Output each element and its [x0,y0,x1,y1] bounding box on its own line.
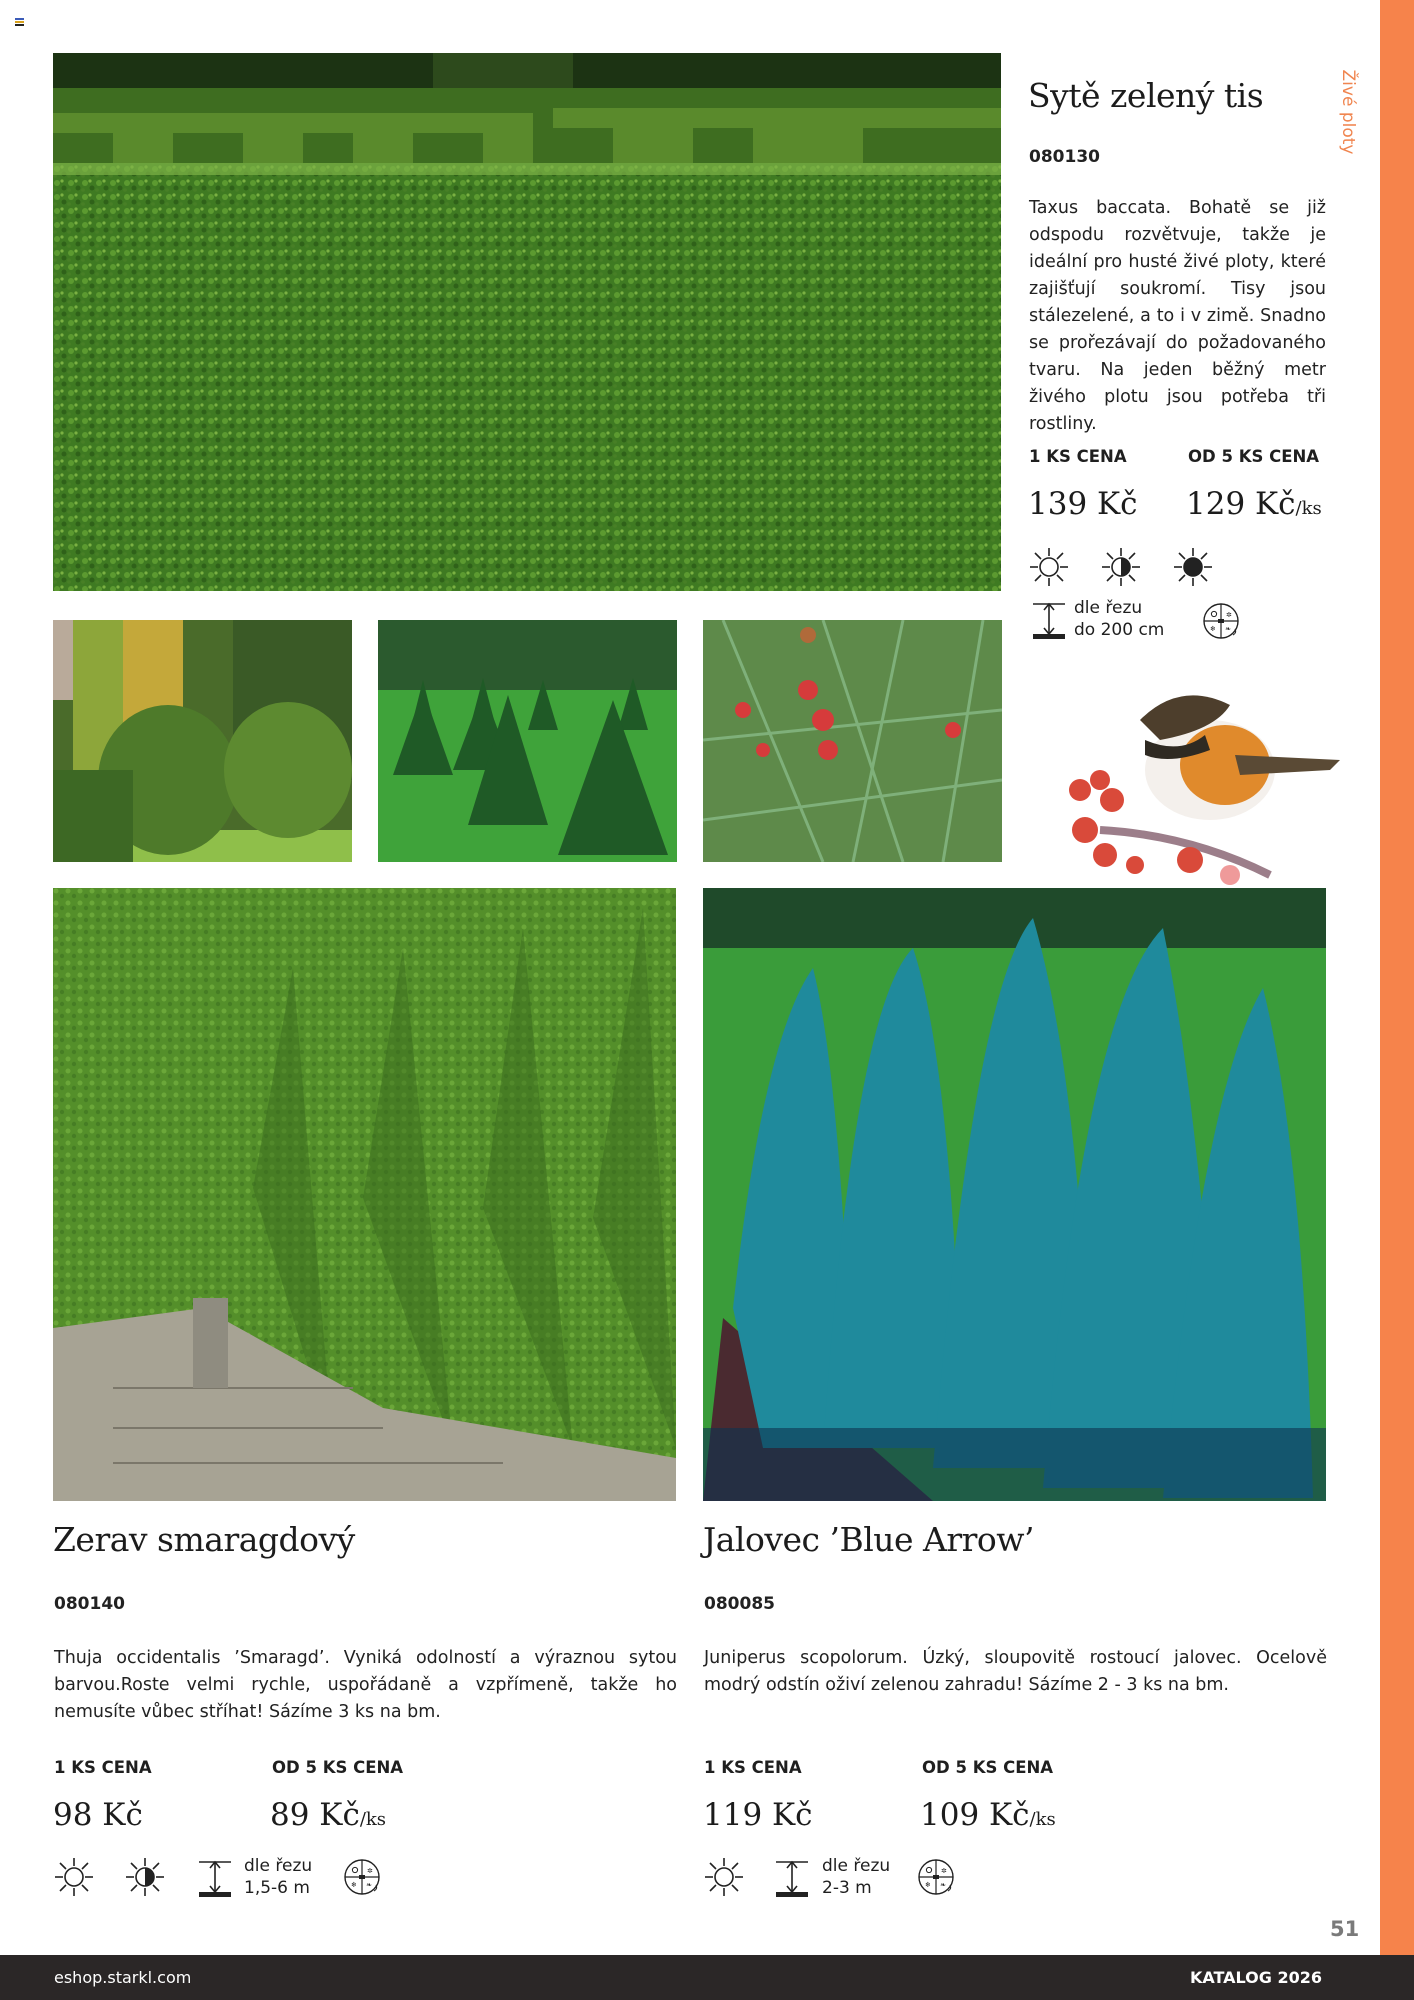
price-label-bulk: OD 5 KS CENA [272,1758,404,1777]
height-info: dle řezu do 200 cm [1074,598,1165,640]
footer-url-link[interactable]: eshop.starkl.com [54,1968,192,1987]
product-title: Zerav smaragdový [53,1520,355,1559]
season-planting-icon [916,1857,956,1897]
price-label-single: 1 KS CENA [1029,447,1127,466]
product-code: 080140 [54,1594,125,1614]
thumb-image-round-topiary [53,620,352,862]
thumb-image-cone-topiary [378,620,677,862]
sun-full-icon [54,1857,94,1897]
bird-illustration [1040,660,1340,885]
price-single: 139 Kč [1028,486,1138,522]
price-bulk: 109 Kč/ks [920,1797,1056,1833]
sun-full-icon [704,1857,744,1897]
price-single: 98 Kč [53,1797,143,1833]
image-thuja-hedge [53,888,676,1501]
price-bulk: 129 Kč/ks [1186,486,1322,522]
height-icon [195,1859,235,1899]
product-code: 080085 [704,1594,775,1614]
product-title: Sytě zelený tis [1028,76,1264,115]
product-title: Jalovec ’Blue Arrow’ [703,1520,1035,1559]
price-label-bulk: OD 5 KS CENA [922,1758,1054,1777]
language-flag-icon[interactable] [15,18,24,26]
height-info: dle řezu 2-3 m [822,1856,891,1898]
height-icon [1029,601,1069,641]
footer-catalog-label: KATALOG 2026 [1189,1968,1322,1987]
product-description: Thuja occidentalis ’Smaragd’. Vyniká odolností a výraznou sytou barvou.Roste velmi rychle, uspořádaně a vzpřímeně, takže ho nemusíte vůbec stříhat! Sázíme 3 ks na bm. [54,1648,677,1722]
sun-full-icon [1029,547,1069,587]
product-code: 080130 [1029,147,1100,167]
sun-half-shade-icon [125,1857,165,1897]
section-label: Živé ploty [1338,69,1358,155]
hero-image-yew-hedge [53,53,1001,591]
thumb-image-yew-berries [703,620,1002,862]
section-accent-bar [1380,0,1414,1955]
sun-shade-icon [1173,547,1213,587]
page-number: 51 [1330,1917,1360,1941]
season-planting-icon [1201,601,1241,641]
season-planting-icon [342,1857,382,1897]
sun-half-shade-icon [1101,547,1141,587]
price-label-single: 1 KS CENA [54,1758,152,1777]
price-bulk: 89 Kč/ks [270,1797,387,1833]
price-single: 119 Kč [703,1797,813,1833]
height-icon [772,1859,812,1899]
footer-bar [0,1955,1414,2000]
price-label-bulk: OD 5 KS CENA [1188,447,1320,466]
product-description: Taxus baccata. Bohatě se již odspodu rozvětvuje, takže je ideální pro husté živé ploty, které zajišťují soukromí. Tisy jsou stálezelené, a to i v zimě. Snadno se prořezávají do požadovaného tvaru. Na jeden běžný metr živého plotu jsou potřeba tři rostliny. [1029,198,1326,434]
product-description: Juniperus scopolorum. Úzký, sloupovitě rostoucí jalovec. Ocelově modrý odstín oživí zelenou zahradu! Sázíme 2 - 3 ks na bm. [704,1648,1327,1695]
image-blue-arrow-juniper [703,888,1326,1501]
price-label-single: 1 KS CENA [704,1758,802,1777]
height-info: dle řezu 1,5-6 m [244,1856,313,1898]
